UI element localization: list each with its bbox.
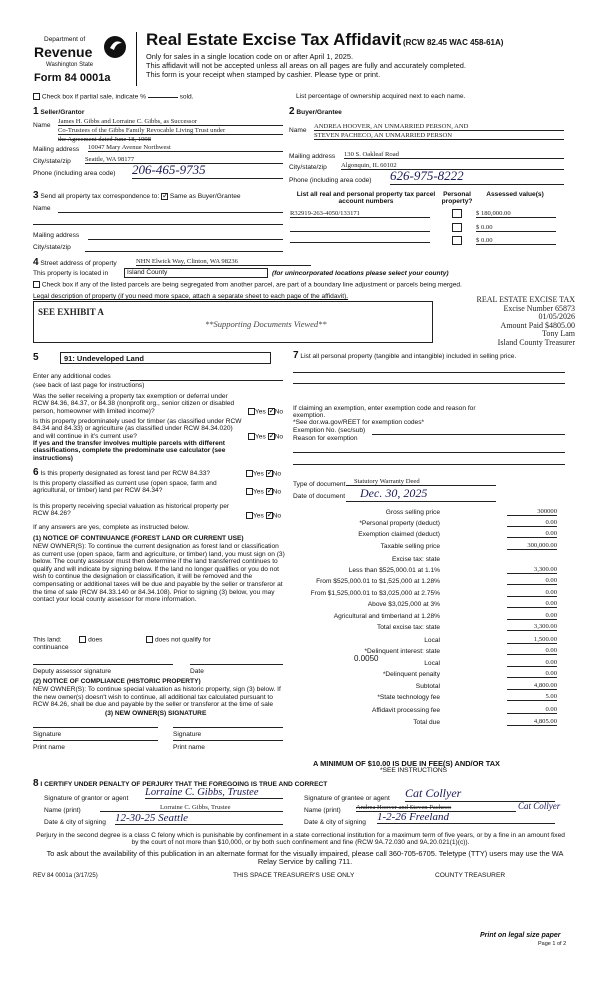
tax-value-6[interactable]: 0.00 (507, 577, 557, 585)
seller-heading: 1 Seller/Grantor (33, 106, 85, 117)
s6-question-3: Is this property receiving special valuation as historical property per RCW 84.26? (33, 503, 230, 518)
doc-type[interactable]: Statutory Warranty Deed (346, 478, 496, 486)
legal-description: SEE EXHIBIT A (38, 307, 104, 317)
deputy-signature-line[interactable] (33, 664, 173, 665)
rev-label: REV 84 0001a (3/17/25) (33, 873, 98, 879)
tax-label-14: *Delinquent penalty (382, 671, 440, 678)
owner-sig-label-1: Signature (33, 731, 62, 738)
supporting-docs: **Supporting Documents Viewed** (205, 319, 327, 329)
street-row: 4 Street address of property (33, 257, 117, 268)
tax-value-1[interactable]: 0.00 (507, 519, 557, 527)
personal-prop-line-2[interactable] (293, 383, 565, 384)
notice-continuance-head: (1) NOTICE OF CONTINUANCE (FOREST LAND OR CURRENT USE) (33, 535, 244, 542)
notice-compliance-head: (2) NOTICE OF COMPLIANCE (HISTORIC PROPERTY) (33, 678, 201, 685)
tax-label-2: Exemption claimed (deduct) (358, 531, 440, 538)
s5-question-2b: If yes and the transfer involves multiple parcels with different classifications, complete the predominate use calculator (see instructions) (33, 440, 226, 462)
certify-row: 8 I CERTIFY UNDER PENALTY OF PERJURY THAT THE FOREGOING IS TRUE AND CORRECT (33, 778, 328, 789)
s3-mailing-line[interactable] (88, 239, 283, 240)
seller-name-1[interactable]: James H. Gibbs and Lorraine C. Gibbs, as Successor (58, 118, 283, 126)
codes-line[interactable] (130, 380, 283, 381)
s3-name-line[interactable] (58, 212, 283, 213)
owner-print-label-1: Print name (33, 744, 65, 751)
doc-date[interactable]: Dec. 30, 2025 (346, 486, 496, 502)
tax-value-13[interactable]: 0.00 (507, 659, 557, 667)
same-as-buyer-label: Same as Buyer/Grantee (169, 193, 241, 200)
owner-sig-line-1[interactable] (33, 727, 158, 728)
tax-value-15[interactable]: 4,800.00 (507, 682, 557, 690)
personal-checkbox-3[interactable] (452, 236, 462, 245)
buyer-phone-label: Phone (including area code) (289, 177, 372, 184)
s6-question-1: 6 Is this property designated as forest land per RCW 84.33? (33, 467, 211, 478)
owner-print-label-2: Print name (173, 744, 205, 751)
seller-phone[interactable]: 206-465-9735 (132, 162, 283, 179)
subtitle-3: This form is your receipt when stamped by cashier. Please type or print. (146, 70, 381, 79)
form-title: Real Estate Excise Tax Affidavit (146, 30, 402, 49)
county-treasurer-label: COUNTY TREASURER (435, 872, 506, 879)
s6-q1-answers: Yes ✓ No (246, 470, 281, 477)
codes-note: (see back of last page for instructions) (33, 382, 145, 389)
tax-label-5: Less than $525,000.01 at 1.1% (348, 567, 440, 574)
tax-label-3: Taxable selling price (380, 543, 440, 550)
s6-q2-answers: Yes ✓ No (246, 488, 281, 495)
s5-question-2: Is this property predominately used for timber (as classified under RCW 84.34 and 84.33) or agriculture (as classified under RCW 84.34.020) and will continue in it's current use? (33, 418, 242, 440)
owner-sig-label-2: Signature (173, 731, 202, 738)
doc-type-label: Type of document (293, 481, 346, 488)
tax-label-6: From $525,000.01 to $1,525,000 at 1.28% (316, 578, 440, 585)
seller-mailing[interactable]: 10047 Mary Avenue Northwest (88, 144, 283, 152)
partial-sale-label: Check box if partial sale, indicate % (41, 93, 146, 101)
grantee-date-city[interactable]: 1-2-26 Freeland (377, 811, 555, 824)
seller-city-label: City/state/zip (33, 158, 71, 165)
reason-line-1[interactable] (293, 452, 565, 453)
accessibility-note: To ask about the availability of this publication in an alternate format for the visually impaired, please call 360-705-6705. Teletype (TTY) users may use the WA Relay Service by calling 711. (46, 849, 564, 866)
seller-name-label: Name (33, 122, 51, 129)
s3-city-label: City/state/zip (33, 244, 71, 251)
exempt-label: If claiming an exemption, enter exemption code and reason for exemption. (293, 405, 476, 420)
assessed-col-header: Assessed value(s) (486, 191, 544, 198)
buyer-name-label: Name (289, 127, 307, 134)
s3-mailing-label: Mailing address (33, 232, 80, 239)
s5-q1-answers: Yes ✓ No (248, 408, 283, 415)
s6-q2-yes[interactable] (246, 488, 253, 495)
tax-label-7: From $1,525,000.01 to $3,025,000 at 2.75% (310, 590, 440, 597)
treasurer-stamp: REAL ESTATE EXCISE TAX Excise Number 65873 01/05/2026 Amount Paid $4805.00 Tony Lam Island County Treasurer (476, 295, 575, 347)
tax-value-7[interactable]: 0.00 (507, 589, 557, 597)
treasurer-use-only: THIS SPACE TREASURER'S USE ONLY (233, 872, 355, 879)
segregated-checkbox[interactable] (33, 281, 40, 288)
exempt-link[interactable]: *See dor.wa.gov/REET for exemption codes* (293, 419, 425, 426)
grantor-date-label: Date & city of signing (44, 819, 106, 826)
county-note: (for unincorporated locations please select your county) (272, 270, 449, 277)
reason-line-2[interactable] (293, 464, 565, 465)
parcel-number[interactable]: R32919-263-4050/133171 (290, 210, 430, 218)
s3-city-line[interactable] (85, 251, 283, 252)
grantor-print-label: Name (print) (44, 807, 81, 814)
tax-value-8[interactable]: 0.00 (507, 600, 557, 608)
grantee-print-name-2[interactable]: Cat Collyer (518, 801, 561, 811)
tax-value-12[interactable]: 0.00 (507, 647, 557, 655)
reason-label: Reason for exemption (293, 435, 358, 442)
tax-value-18[interactable]: 4,805.00 (507, 718, 557, 726)
tax-value-17[interactable]: 0.00 (507, 706, 557, 714)
new-owner-sig-head: (3) NEW OWNER(S) SIGNATURE (105, 710, 207, 717)
county-select[interactable]: Island County (124, 268, 268, 278)
tax-label-13: Local (424, 660, 440, 667)
assessed-value-2[interactable]: $ 0.00 (476, 224, 556, 232)
tax-label-8: Above $3,025,000 at 3% (367, 601, 440, 608)
seller-city[interactable]: Seattle, WA 98177 (85, 156, 283, 164)
tax-label-15: Subtotal (415, 683, 440, 690)
grantor-sig-label: Signature of grantor or agent (44, 795, 129, 802)
tax-label-9: Agricultural and timberland at 1.28% (333, 613, 440, 620)
revenue-logo (30, 32, 130, 86)
header-divider (136, 32, 137, 86)
located-label: This property is located in (33, 270, 109, 277)
land-does-not-checkbox[interactable] (146, 636, 153, 643)
section5-num: 5 (33, 352, 39, 363)
form-rcw: (RCW 82.45 WAC 458-61A) (402, 38, 504, 47)
grantor-date-city[interactable]: 12-30-25 Seattle (115, 812, 283, 825)
see-instructions: *SEE INSTRUCTIONS (380, 767, 448, 774)
section3-row: 3 Send all property tax correspondence to: ✓ Same as Buyer/Grantee (33, 190, 241, 201)
tax-value-9[interactable]: 0.00 (507, 612, 557, 620)
continuance-label: continuance (33, 644, 69, 651)
grantee-sig-label: Signature of grantee or agent (304, 795, 390, 802)
personal-checkbox-2[interactable] (452, 223, 462, 232)
seller-name-3[interactable]: the Agreement dated June 18, 1998 (58, 136, 152, 143)
buyer-mailing-label: Mailing address (289, 153, 336, 160)
street-address[interactable]: NHN Elwick Way, Clinton, WA 98236 (136, 258, 311, 266)
tax-value-0[interactable]: 300000 (507, 508, 557, 516)
partial-sale-row (33, 93, 194, 100)
buyer-name-1[interactable]: ANDREA HOOVER, AN UNMARRIED PERSON, AND (314, 123, 564, 131)
land-does-checkbox[interactable] (79, 636, 86, 643)
buyer-city-label: City/state/zip (289, 164, 327, 171)
grantee-signature[interactable]: Cat Collyer (405, 786, 555, 802)
tax-label-11: Local (424, 637, 440, 644)
tax-value-16[interactable]: 5.00 (507, 693, 557, 701)
s5-q2-answers: Yes ✓ No (248, 433, 283, 440)
owner-sig-line-2[interactable] (173, 727, 283, 728)
tax-label-18: Total due (413, 719, 440, 726)
s6-q1-yes[interactable] (246, 470, 253, 477)
deputy-label: Deputy assessor signature (33, 668, 112, 675)
assessed-value-1[interactable]: $ 180,000.00 (476, 210, 556, 218)
buyer-name-2[interactable]: STEVEN PACHECO, AN UNMARRIED PERSON (314, 132, 564, 140)
deputy-date-label: Date (190, 668, 204, 675)
personal-prop-line-1[interactable] (293, 372, 565, 373)
grantor-signature[interactable]: Lorraine C. Gibbs, Trustee (145, 787, 283, 799)
tax-label-12: *Delinquent interest: state (364, 648, 440, 655)
s6-q1-no[interactable] (266, 470, 273, 477)
partial-sale-checkbox[interactable] (33, 93, 40, 100)
s3-name-line-2[interactable] (33, 224, 283, 225)
grantor-print-name[interactable]: Lorraine C. Gibbs, Trustee (100, 804, 283, 812)
grantee-print-label: Name (print) (304, 807, 341, 814)
print-legal: Print on legal size paper (480, 932, 561, 939)
partial-sold-label: sold. (179, 93, 194, 101)
s5-question-1: Was the seller receiving a property tax exemption or deferral under RCW 84.36, 84.37, or 84.38 (nonprofit org., senior citizen or disabled person, homeowner with limited income)? (33, 393, 235, 415)
form-number: Form 84 0001a (34, 72, 111, 84)
tax-label-17: Affidavit processing fee (371, 707, 440, 714)
perjury-note: Perjury in the second degree is a class C felony which is punishable by confinement in a state correctional institution for a maximum term of five years, or by a fine in an amount fixed by the court of not more than $10,000, or by both such confinement and fine (RCW 9A.72.030 and 9A.20.021(1)(c)). (36, 832, 565, 847)
buyer-mailing[interactable]: 130 S. Oakleaf Road (344, 151, 564, 159)
tax-label-16: *State technology fee (377, 694, 440, 701)
s3-name-label: Name (33, 205, 51, 212)
codes-label: Enter any additional codes (33, 373, 111, 380)
tax-value-10[interactable]: 3,300.00 (507, 623, 557, 631)
land-use-select[interactable]: 91: Undeveloped Land (60, 352, 271, 364)
seller-name-2[interactable]: Co-Trustees of the Gibbs Family Revocable Living Trust under (58, 127, 283, 135)
buyer-phone[interactable]: 626-975-8222 (390, 168, 564, 185)
seller-mailing-label: Mailing address (33, 146, 80, 153)
assessed-value-3[interactable]: $ 0.00 (476, 237, 556, 245)
parcel-line-2[interactable] (290, 231, 430, 232)
owner-print-line-2[interactable] (173, 740, 283, 741)
tax-label-10: Total excise tax: state (376, 624, 440, 631)
buyer-city[interactable]: Algonquin, IL 60102 (341, 162, 564, 170)
tax-label-0: Gross selling price (385, 509, 440, 516)
tax-label-1: *Personal property (deduct) (359, 520, 440, 527)
revenue-word: Revenue (34, 44, 93, 60)
s6-q2-no[interactable] (266, 488, 273, 495)
doc-date-label: Date of document (293, 493, 346, 500)
s6-if-yes: If any answers are yes, complete as instructed below. (33, 524, 190, 531)
owner-print-line-1[interactable] (33, 740, 158, 741)
personal-col-header: Personal property? (441, 191, 473, 205)
grantee-print-name[interactable]: Andrea Hoover and Steven Pacheco (356, 804, 516, 812)
segregated-row: Check box if any of the listed parcels are being segregated from another parcel, are part of a boundary line adjustment or parcels being merged. (33, 281, 462, 288)
s6-question-2: Is this property classified as current use (open space, farm and agricultural, or timber) land per RCW 84.34? (33, 480, 217, 495)
seller-phone-label: Phone (including area code) (33, 170, 116, 177)
parcel-col-header: List all real and personal property tax parcel account numbers (296, 191, 436, 205)
tax-value-5[interactable]: 3,300.00 (507, 566, 557, 574)
tax-value-3[interactable]: 300,000.00 (507, 542, 557, 550)
parcel-line-3[interactable] (290, 242, 430, 243)
legal-label: Legal description of property (if you need more space, attach a separate sheet to each page of the affidavit). (33, 293, 349, 300)
personal-checkbox-1[interactable] (452, 209, 462, 218)
exempt-no-line[interactable] (372, 434, 565, 435)
state-label: Washington State (46, 62, 94, 68)
exempt-no-label: Exemption No. (sec/sub) (293, 427, 366, 434)
revenue-swirl-icon (102, 34, 128, 60)
tax-value-11[interactable]: 1,500.00 (507, 636, 557, 644)
page-number: Page 1 of 2 (538, 941, 567, 947)
s5-q1-no[interactable] (268, 408, 275, 415)
grantee-date-label: Date & city of signing (304, 819, 366, 826)
same-as-buyer-checkbox[interactable] (161, 193, 168, 200)
s5-q2-yes[interactable] (248, 433, 255, 440)
notice-compliance-body: NEW OWNER(S): To continue special valuation as historic property, sign (3) below. If the new owner(s) doesn't wish to continue, all additional tax calculated pursuant to RCW 84.26, shall be due and payable by the seller or transferor at the time of sale (33, 686, 281, 709)
tax-label-4: Excise tax: state (391, 556, 440, 563)
s5-q2-no[interactable] (268, 433, 275, 440)
tax-value-2[interactable]: 0.00 (507, 530, 557, 538)
tax-value-14[interactable]: 0.00 (507, 670, 557, 678)
s6-q3-answers: Yes ✓ No (246, 512, 281, 519)
section7-label: 7 List all personal property (tangible and intangible) included in selling price. (293, 350, 517, 361)
this-land-row: This land: does does not qualify for (33, 636, 211, 644)
local-rate: 0.0050 (354, 654, 379, 663)
s5-q1-yes[interactable] (248, 408, 255, 415)
minimum-note: A MINIMUM OF $10.00 IS DUE IN FEE(S) AND/OR TAX (313, 759, 500, 768)
subtitle-2: This affidavit will not be accepted unless all areas on all pages are fully and accurately completed. (146, 61, 466, 70)
list-pct-note: List percentage of ownership acquired next to each name. (296, 93, 466, 100)
notice-continuance-body: NEW OWNER(S): To continue the current designation as forest land or classification as current use (open space, farm and agriculture, or timber) land, you must sign on (3) below. The county assessor must then determine if the land transferred continues to qualify and will indicate by signing below. If the land no longer qualifies or you do not wish to continue the designation or classification, it will be removed and the compensating or additional taxes will be due and payable by the seller or transferor at the time of sale (RCW 84.33.140 or 84.34.108). Prior to signing (3) below, you may contact your local county assessor for more information. (33, 543, 285, 604)
dept-label: Department of (44, 36, 86, 43)
buyer-heading: 2 Buyer/Grantee (289, 106, 342, 117)
subtitle-1: Only for sales in a single location code on or after April 1, 2025. (146, 52, 354, 61)
